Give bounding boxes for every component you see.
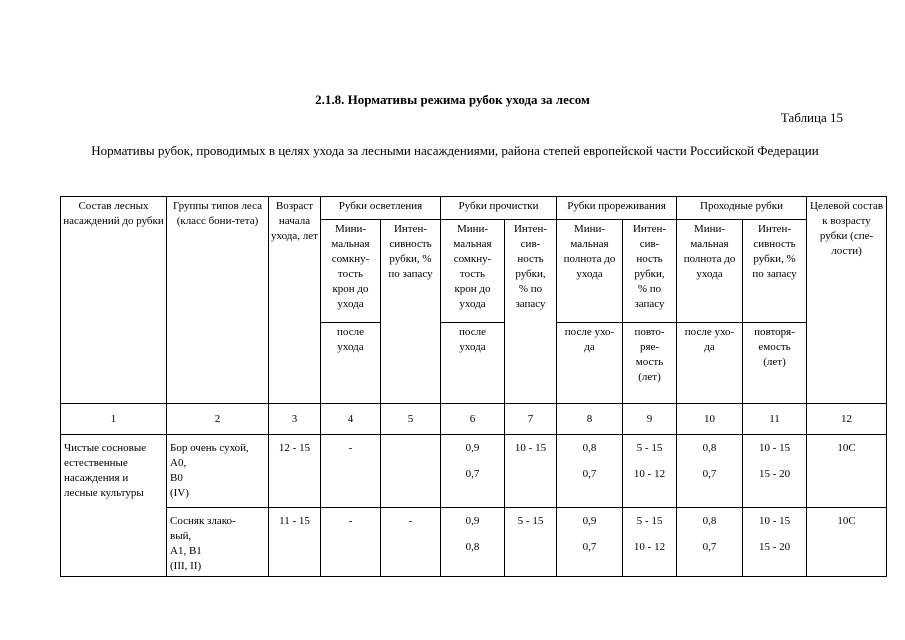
col-number: 2: [167, 404, 269, 435]
col-number: 8: [557, 404, 623, 435]
value-intensity: 10 - 15: [758, 442, 791, 454]
header-proch-min: Мини- мальная сомкну- тость крон до ухода: [441, 220, 505, 323]
cell-prohod-min: [677, 435, 743, 508]
cell-forest-type: Бор очень сухой, А0, В0 (IV): [167, 435, 269, 508]
col-number: 12: [807, 404, 887, 435]
header-prorezh-intensity: Интен- сив- ность рубки, % по запасу: [623, 220, 677, 323]
header-group-osvetleniya: Рубки осветления: [321, 197, 441, 220]
header-start-age: Возраст начала ухода, лет: [269, 197, 321, 404]
header-prohod-repeat: повторя- емость (лет): [743, 323, 807, 404]
col-number: 11: [743, 404, 807, 435]
cell-proch-min: [441, 508, 505, 577]
header-composition: Состав лесных насаждений до рубки: [61, 197, 167, 404]
value-repeat: 10 - 12: [633, 541, 666, 553]
header-osv-min: Мини- мальная сомкну- тость крон до ухода: [321, 220, 381, 323]
value-intensity: 10 - 15: [758, 515, 791, 527]
cell-prohod-intensity: [743, 508, 807, 577]
value-repeat: 10 - 12: [633, 468, 666, 480]
col-number: 7: [505, 404, 557, 435]
value-after: 0,8: [465, 541, 480, 553]
header-osv-intensity: Интен- сивность рубки, % по запасу: [381, 220, 441, 404]
cell-prorezh-min: [557, 435, 623, 508]
table-caption: Нормативы рубок, проводимых в целях ухода за лесными насаждениями, района степей европейской части Российской Федерации: [91, 143, 819, 158]
col-number: 4: [321, 404, 381, 435]
value-intensity: 5 - 15: [636, 442, 663, 454]
header-osv-after: после ухода: [321, 323, 381, 404]
header-prorezh-repeat: повто- ряе- мость (лет): [623, 323, 677, 404]
cell-prohod-intensity: [743, 435, 807, 508]
cell-prohod-min: [677, 508, 743, 577]
value-after: 0,7: [582, 468, 597, 480]
table-number: Таблица 15: [780, 110, 843, 125]
value-after: 0,7: [702, 541, 717, 553]
header-prorezh-after: после ухо- да: [557, 323, 623, 404]
header-proch-intensity: Интен- сив- ность рубки, % по запасу: [505, 220, 557, 404]
header-group-prochistki: Рубки прочистки: [441, 197, 557, 220]
col-number: 9: [623, 404, 677, 435]
col-number: 1: [61, 404, 167, 435]
header-prohod-min: Мини- мальная полнота до ухода: [677, 220, 743, 323]
value-before: 0,8: [702, 442, 717, 454]
header-prohod-intensity: Интен- сивность рубки, % по запасу: [743, 220, 807, 323]
header-prorezh-min: Мини- мальная полнота до ухода: [557, 220, 623, 323]
header-prohod-after: после ухо- да: [677, 323, 743, 404]
cell-target: 10С: [807, 435, 887, 508]
value-after: 0,7: [465, 468, 480, 480]
cell-proch-intensity: 10 - 15: [505, 435, 557, 508]
header-target-composition: Целевой состав к возрасту рубки (спе-лости): [807, 197, 887, 404]
cell-age: 11 - 15: [269, 508, 321, 577]
cell-proch-min: [441, 435, 505, 508]
cell-age: 12 - 15: [269, 435, 321, 508]
cell-proch-intensity: 5 - 15: [505, 508, 557, 577]
header-group-prorezhivaniya: Рубки прореживания: [557, 197, 677, 220]
value-repeat: 15 - 20: [758, 541, 791, 553]
col-number: 6: [441, 404, 505, 435]
col-number: 5: [381, 404, 441, 435]
col-number: 3: [269, 404, 321, 435]
value-before: 0,8: [702, 515, 717, 527]
cell-prorezh-intensity: [623, 508, 677, 577]
cell-forest-type: Сосняк злако- вый, А1, В1 (III, II): [167, 508, 269, 577]
col-number: 10: [677, 404, 743, 435]
value-after: 0,7: [702, 468, 717, 480]
value-before: 0,9: [582, 515, 597, 527]
value-before: 0,9: [465, 515, 480, 527]
cell-osv-min: -: [321, 435, 381, 508]
norms-table: [60, 196, 887, 577]
table-row: [61, 508, 887, 577]
value-before: 0,8: [582, 442, 597, 454]
header-group-prohodnye: Проходные рубки: [677, 197, 807, 220]
value-after: 0,7: [582, 541, 597, 553]
cell-composition: Чистые сосновые естественные насаждения и лесные культуры: [61, 435, 167, 577]
value-before: 0,9: [465, 442, 480, 454]
cell-prorezh-min: [557, 508, 623, 577]
cell-target: 10С: [807, 508, 887, 577]
table-row: [61, 435, 887, 508]
cell-osv-intensity: [381, 435, 441, 508]
cell-osv-intensity: -: [381, 508, 441, 577]
cell-osv-min: -: [321, 508, 381, 577]
header-proch-after: после ухода: [441, 323, 505, 404]
header-forest-type: Группы типов леса (класс бони-тета): [167, 197, 269, 404]
value-intensity: 5 - 15: [636, 515, 663, 527]
cell-prorezh-intensity: [623, 435, 677, 508]
value-repeat: 15 - 20: [758, 468, 791, 480]
section-heading: 2.1.8. Нормативы режима рубок ухода за лесом: [315, 92, 590, 107]
